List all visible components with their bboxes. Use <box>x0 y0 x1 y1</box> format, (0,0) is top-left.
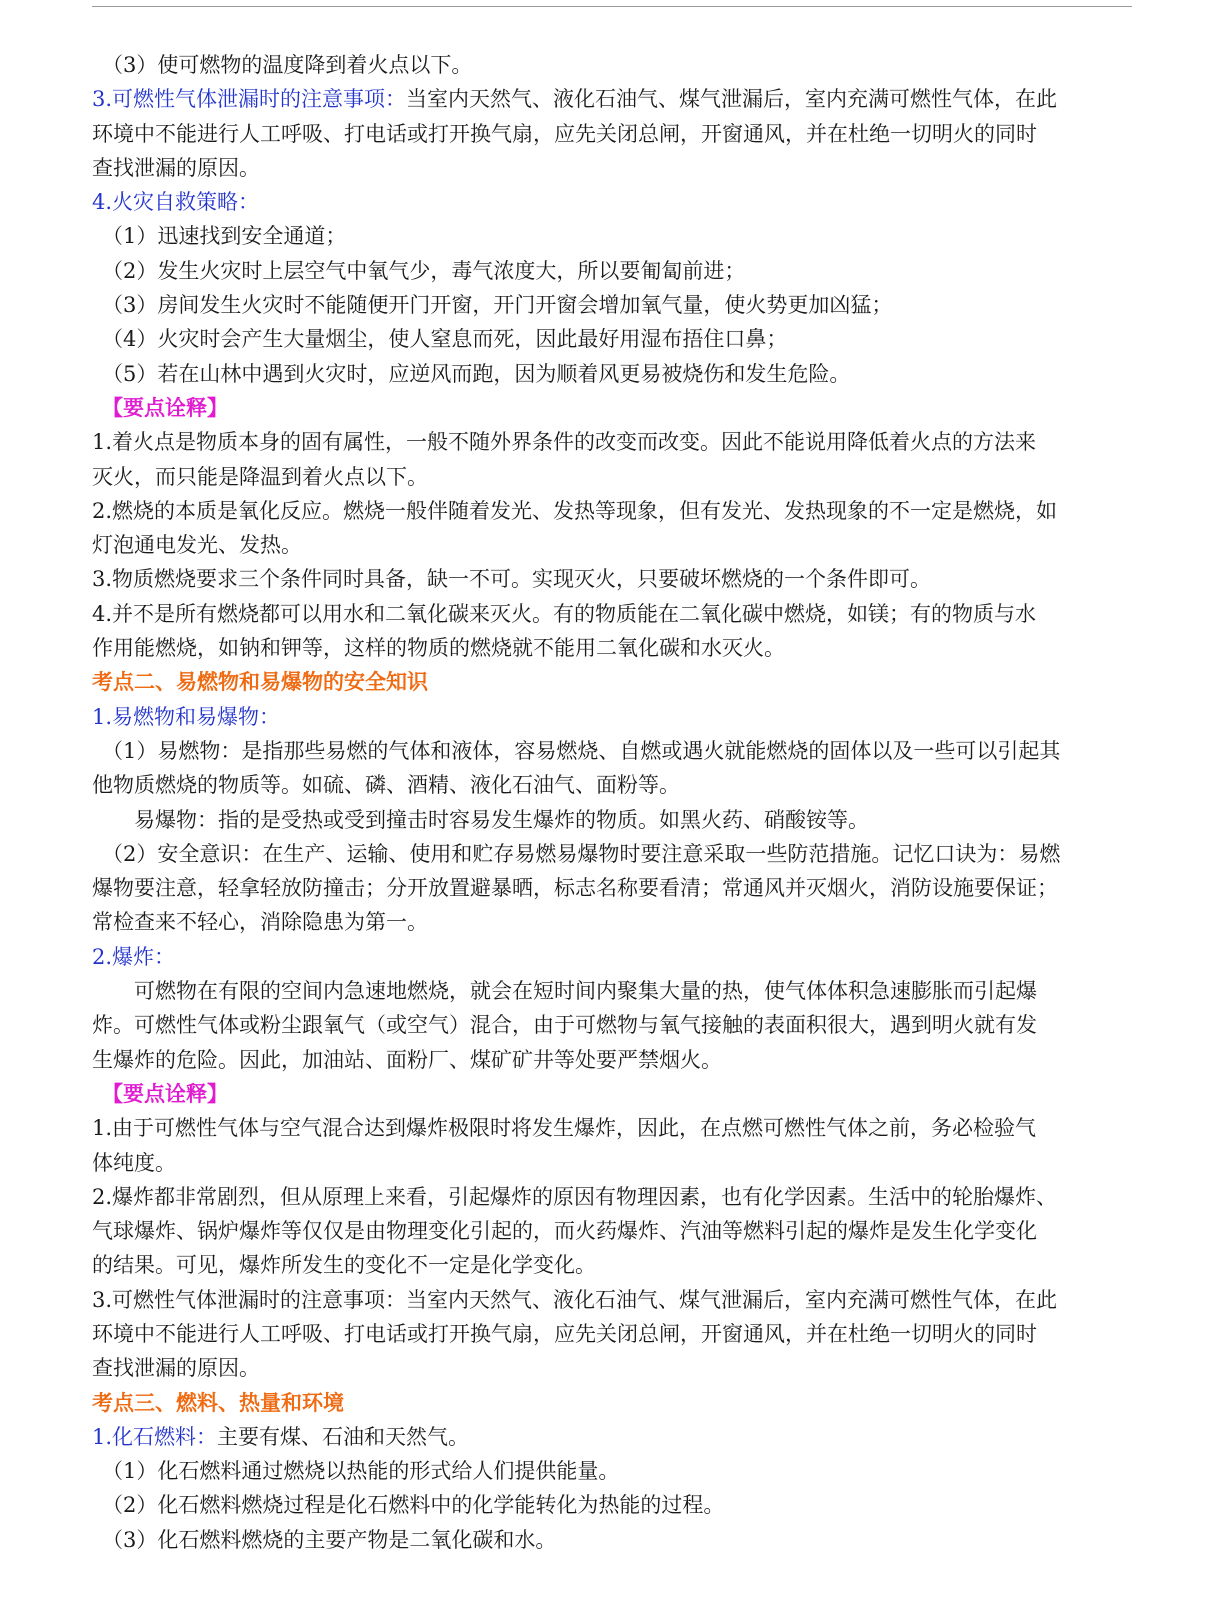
text-span: （4）火灾时会产生大量烟尘，使人窒息而死，因此最好用湿布捂住口鼻； <box>102 327 788 352</box>
text-span: 爆物要注意，轻拿轻放防撞击；分开放置避暴晒，标志名称要看清；常通风并灭烟火，消防设施要保证； <box>92 876 1058 901</box>
note-heading: 【要点诠释】 <box>102 394 228 420</box>
header-rule <box>92 6 1132 7</box>
subheading: 1.易燃物和易爆物： <box>92 704 281 729</box>
text-span: （3）房间发生火灾时不能随便开门开窗，开门开窗会增加氧气量，使火势更加凶猛； <box>102 293 893 318</box>
text-line <box>92 905 1132 939</box>
text-line <box>92 425 1132 459</box>
text-line <box>92 940 1132 974</box>
text-line <box>92 219 1132 253</box>
text-span: 2.爆炸都非常剧烈，但从原理上来看，引起爆炸的原因有物理因素，也有化学因素。生活中的轮胎爆炸、 <box>92 1184 1058 1209</box>
text-line <box>92 528 1132 562</box>
text-span: （1）迅速找到安全通道； <box>102 224 347 249</box>
subheading: 4.火灾自救策略： <box>92 190 260 215</box>
text-line <box>92 1043 1132 1077</box>
text-line <box>92 1248 1132 1282</box>
text-span: 易爆物：指的是受热或受到撞击时容易发生爆炸的物质。如黑火药、硝酸铵等。 <box>134 807 869 832</box>
text-line <box>92 871 1132 905</box>
text-line <box>92 1180 1132 1214</box>
text-span: （3）使可燃物的温度降到着火点以下。 <box>102 53 473 77</box>
section-heading: 考点三、燃料、热量和环境 <box>92 1389 344 1415</box>
text-line <box>92 665 1132 699</box>
text-line <box>92 1283 1132 1317</box>
text-line <box>92 357 1132 391</box>
text-line <box>92 48 1132 82</box>
text-line <box>92 1351 1132 1385</box>
text-line <box>92 1386 1132 1420</box>
text-span: （2）化石燃料燃烧过程是化石燃料中的化学能转化为热能的过程。 <box>102 1493 725 1518</box>
text-span: 查找泄漏的原因。 <box>92 155 260 180</box>
text-span: （3）化石燃料燃烧的主要产物是二氧化碳和水。 <box>102 1527 557 1552</box>
text-span: 的结果。可见，爆炸所发生的变化不一定是化学变化。 <box>92 1253 596 1278</box>
text-span: 灭火，而只能是降温到着火点以下。 <box>92 464 428 489</box>
text-line <box>92 1214 1132 1248</box>
text-span: 环境中不能进行人工呼吸、打电话或打开换气扇，应先关闭总闸，开窗通风，并在杜绝一切明火的同时 <box>92 1321 1037 1346</box>
text-line <box>92 1488 1132 1522</box>
text-span: 1.由于可燃性气体与空气混合达到爆炸极限时将发生爆炸，因此，在点燃可燃性气体之前，务必检验气 <box>92 1116 1037 1141</box>
text-span: 作用能燃烧，如钠和钾等，这样的物质的燃烧就不能用二氧化碳和水灭火。 <box>92 636 785 661</box>
subheading: 3.可燃性气体泄漏时的注意事项： <box>92 87 407 112</box>
text-span: 炸。可燃性气体或粉尘跟氧气（或空气）混合，由于可燃物与氧气接触的表面积很大，遇到明火就有发 <box>92 1013 1037 1038</box>
text-line <box>92 254 1132 288</box>
text-line <box>92 1420 1132 1454</box>
text-span: 3.物质燃烧要求三个条件同时具备，缺一不可。实现灭火，只要破坏燃烧的一个条件即可。 <box>92 567 932 592</box>
text-line <box>92 185 1132 219</box>
text-line <box>92 803 1132 837</box>
text-span: （1）易燃物：是指那些易燃的气体和液体，容易燃烧、自燃或遇火就能燃烧的固体以及一些可以引起其 <box>102 738 1061 763</box>
text-line <box>92 562 1132 596</box>
subheading: 2.爆炸： <box>92 944 176 969</box>
text-span: 当室内天然气、液化石油气、煤气泄漏后，室内充满可燃性气体，在此 <box>406 87 1058 112</box>
text-line <box>92 460 1132 494</box>
text-span: 查找泄漏的原因。 <box>92 1356 260 1381</box>
text-span: 他物质燃烧的物质等。如硫、磷、酒精、液化石油气、面粉等。 <box>92 773 680 798</box>
text-line <box>92 631 1132 665</box>
text-line <box>92 1111 1132 1145</box>
text-span: 可燃物在有限的空间内急速地燃烧，就会在短时间内聚集大量的热，使气体体积急速膨胀而引起爆 <box>134 979 1037 1004</box>
subheading: 1.化石燃料： <box>92 1424 218 1449</box>
text-span: 体纯度。 <box>92 1150 176 1175</box>
text-line <box>92 1008 1132 1042</box>
text-span: （2）安全意识：在生产、运输、使用和贮存易燃易爆物时要注意采取一些防范措施。记忆口诀为：易燃 <box>102 841 1061 866</box>
text-line <box>92 1146 1132 1180</box>
document-body <box>92 48 1132 1557</box>
text-span: 生爆炸的危险。因此，加油站、面粉厂、煤矿矿井等处要严禁烟火。 <box>92 1047 722 1072</box>
text-line <box>92 322 1132 356</box>
text-line <box>92 1317 1132 1351</box>
text-span: （5）若在山林中遇到火灾时，应逆风而跑，因为顺着风更易被烧伤和发生危险。 <box>102 361 851 386</box>
text-span: 4.并不是所有燃烧都可以用水和二氧化碳来灭火。有的物质能在二氧化碳中燃烧，如镁；有的物质与水 <box>92 601 1037 626</box>
text-line <box>92 82 1132 116</box>
text-line <box>92 151 1132 185</box>
text-span: 气球爆炸、锅炉爆炸等仅仅是由物理变化引起的，而火药爆炸、汽油等燃料引起的爆炸是发生化学变化 <box>92 1219 1037 1244</box>
text-span: 1.着火点是物质本身的固有属性，一般不随外界条件的改变而改变。因此不能说用降低着火点的方法来 <box>92 430 1037 455</box>
text-span: 常检查来不轻心，消除隐患为第一。 <box>92 910 428 935</box>
text-line <box>92 734 1132 768</box>
text-line <box>92 1077 1132 1111</box>
text-line <box>92 768 1132 802</box>
text-line <box>92 288 1132 322</box>
text-line <box>92 1523 1132 1557</box>
text-span: 3.可燃性气体泄漏时的注意事项：当室内天然气、液化石油气、煤气泄漏后，室内充满可燃性气体，在此 <box>92 1287 1058 1312</box>
text-line <box>92 837 1132 871</box>
text-line <box>92 974 1132 1008</box>
text-span: （1）化石燃料通过燃烧以热能的形式给人们提供能量。 <box>102 1459 620 1484</box>
text-line <box>92 1454 1132 1488</box>
text-span: 主要有煤、石油和天然气。 <box>217 1424 470 1449</box>
text-span: 灯泡通电发光、发热。 <box>92 533 302 558</box>
text-line <box>92 494 1132 528</box>
text-span: 环境中不能进行人工呼吸、打电话或打开换气扇，应先关闭总闸，开窗通风，并在杜绝一切明火的同时 <box>92 121 1037 146</box>
text-line <box>92 700 1132 734</box>
note-heading: 【要点诠释】 <box>102 1080 228 1106</box>
text-line <box>92 117 1132 151</box>
text-span: 2.燃烧的本质是氧化反应。燃烧一般伴随着发光、发热等现象，但有发光、发热现象的不一定是燃烧，如 <box>92 498 1058 523</box>
text-line <box>92 391 1132 425</box>
text-line <box>92 597 1132 631</box>
section-heading: 考点二、易燃物和易爆物的安全知识 <box>92 669 428 695</box>
text-span: （2）发生火灾时上层空气中氧气少，毒气浓度大，所以要匍匐前进； <box>102 258 746 283</box>
